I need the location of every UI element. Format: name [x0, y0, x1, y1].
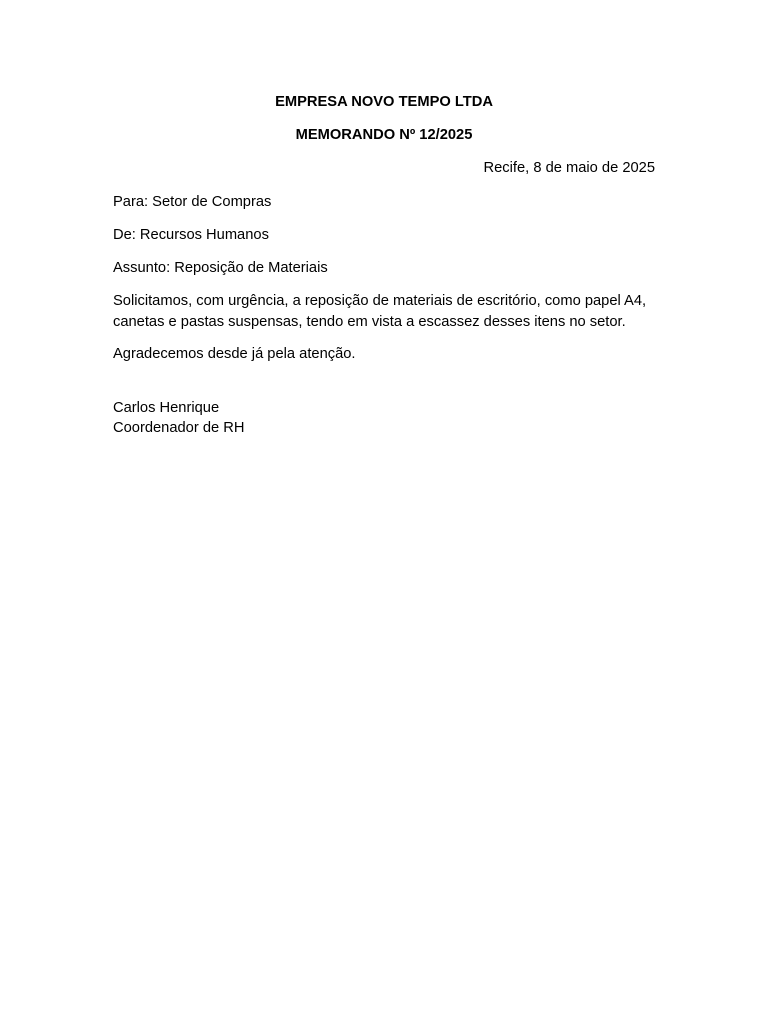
from-field: De: Recursos Humanos: [113, 227, 269, 243]
to-field: Para: Setor de Compras: [113, 194, 272, 210]
signature-role: Coordenador de RH: [113, 420, 245, 436]
signature-name: Carlos Henrique: [113, 400, 220, 416]
memo-content: [113, 92, 655, 438]
subject-field: Assunto: Reposição de Materiais: [113, 260, 328, 276]
closing-line: Agradecemos desde já pela atenção.: [113, 346, 356, 362]
memo-number: MEMORANDO Nº 12/2025: [295, 127, 473, 143]
company-name: EMPRESA NOVO TEMPO LTDA: [275, 94, 493, 110]
date-line: Recife, 8 de maio de 2025: [483, 160, 655, 176]
memo-body: Solicitamos, com urgência, a reposição de materiais de escritório, como papel A4, canetas e pastas suspensas, tendo em vista a escassez desses itens no setor.: [113, 293, 647, 330]
